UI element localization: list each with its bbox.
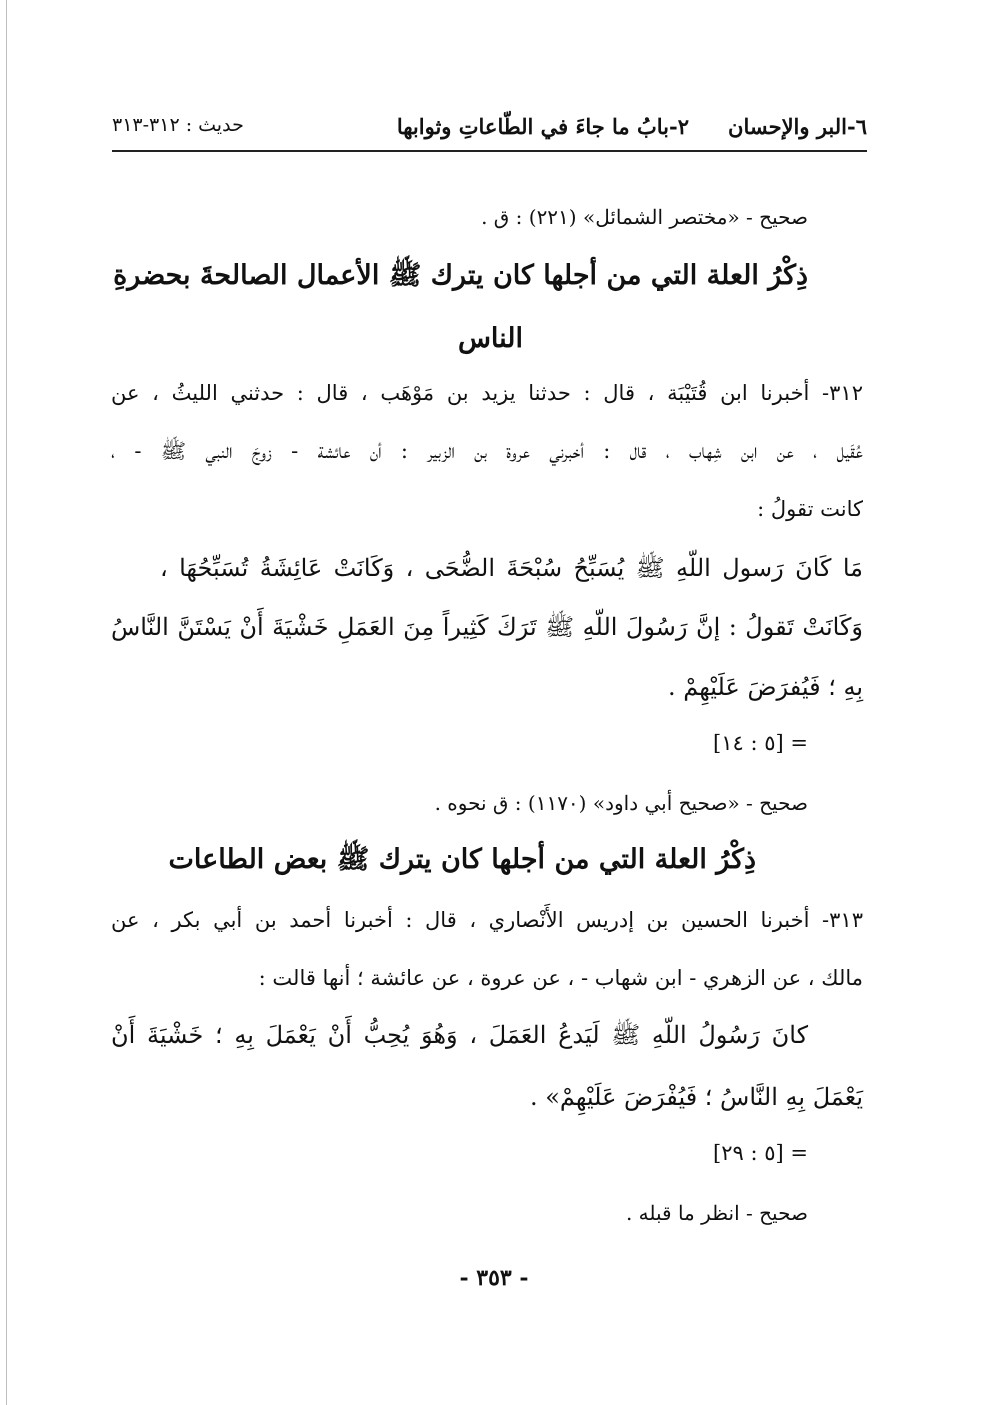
hadith-312-isnad: عُقَيل ، عن ابن شِهاب ، قال : أخبرني عروة بن الزبير : أن عائشة - زوجَ النبي ﷺ - ، bbox=[111, 439, 863, 463]
hadith-313-matn: كانَ رَسُولُ اللّهِ ﷺ لَيَدعُ العَمَلَ ، وَهُوَ يُحِبُّ أَنْ يَعْمَلَ بِهِ ؛ خَشْيَةَ أَنْ bbox=[111, 1021, 808, 1049]
header-chapter-title: ٢-بابُ ما جاءَ في الطّاعاتِ وثوابها bbox=[396, 114, 689, 139]
scan-edge-line bbox=[6, 0, 7, 1405]
hadith-312-matn: وَكَانَتْ تَقولُ : إنَّ رَسُولَ اللّهِ ﷺ تَرَكَ كَثِيراً مِنَ العَمَلِ خَشْيَةَ أَنْ يَسْتَنَّ النَّاسُ bbox=[111, 613, 863, 641]
header-divider bbox=[112, 150, 867, 152]
hadith-313-matn: يَعْمَلَ بِهِ النَّاسُ ؛ فَيُفْرَضَ عَلَيْهِمْ» . bbox=[529, 1083, 863, 1111]
grade-note: صحيح - «صحيح أبي داود» (١١٧٠) : ق نحوه . bbox=[434, 791, 808, 815]
section-heading: ذِكْرُ العلة التي من أجلها كان يترك ﷺ بعض الطاعات bbox=[168, 844, 756, 875]
hadith-312-matn: بِهِ ؛ فَيُفرَضَ عَلَيْهِمْ . bbox=[668, 673, 863, 701]
hadith-312-matn: مَا كَانَ رَسول اللّهِ ﷺ يُسَبِّحُ سُبْحَةَ الضُّحَى ، وَكَانَتْ عَائِشَةُ تُسَبِّحُهَا ، bbox=[160, 554, 863, 582]
grade-note: صحيح - «مختصر الشمائل» (٢٢١) : ق . bbox=[481, 205, 808, 229]
grade-note: صحيح - انظر ما قبله . bbox=[625, 1201, 808, 1225]
header-hadith-range: حديث : ٣١٢-٣١٣ bbox=[112, 114, 244, 136]
hadith-313-isnad: ٣١٣- أخبرنا الحسين بن إدريس الأَنْصاري ، قال : أخبرنا أحمد بن أبي بكر ، عن bbox=[111, 908, 863, 932]
hadith-312-isnad: ٣١٢- أخبرنا ابن قُتَيْبَة ، قال : حدثنا يزيد بن مَوْهَب ، قال : حدثني الليثُ ، عن bbox=[111, 381, 863, 405]
hadith-312-isnad: كانت تقولُ : bbox=[757, 497, 863, 521]
section-heading-continuation: الناس bbox=[457, 323, 523, 354]
page-number: - ٣٥٣ - bbox=[459, 1265, 529, 1291]
hadith-313-isnad: مالك ، عن الزهري - ابن شهاب - ، عن عروة ، عن عائشة ؛ أنها قالت : bbox=[258, 966, 863, 990]
header-book-title: ٦-البر والإحسان bbox=[728, 114, 867, 139]
cross-reference: = [٥ : ٢٩] bbox=[713, 1141, 808, 1165]
cross-reference: = [٥ : ١٤] bbox=[713, 731, 808, 755]
running-header bbox=[112, 112, 867, 146]
section-heading: ذِكْرُ العلة التي من أجلها كان يترك ﷺ الأعمال الصالحةَ بحضرةِ bbox=[113, 260, 808, 291]
